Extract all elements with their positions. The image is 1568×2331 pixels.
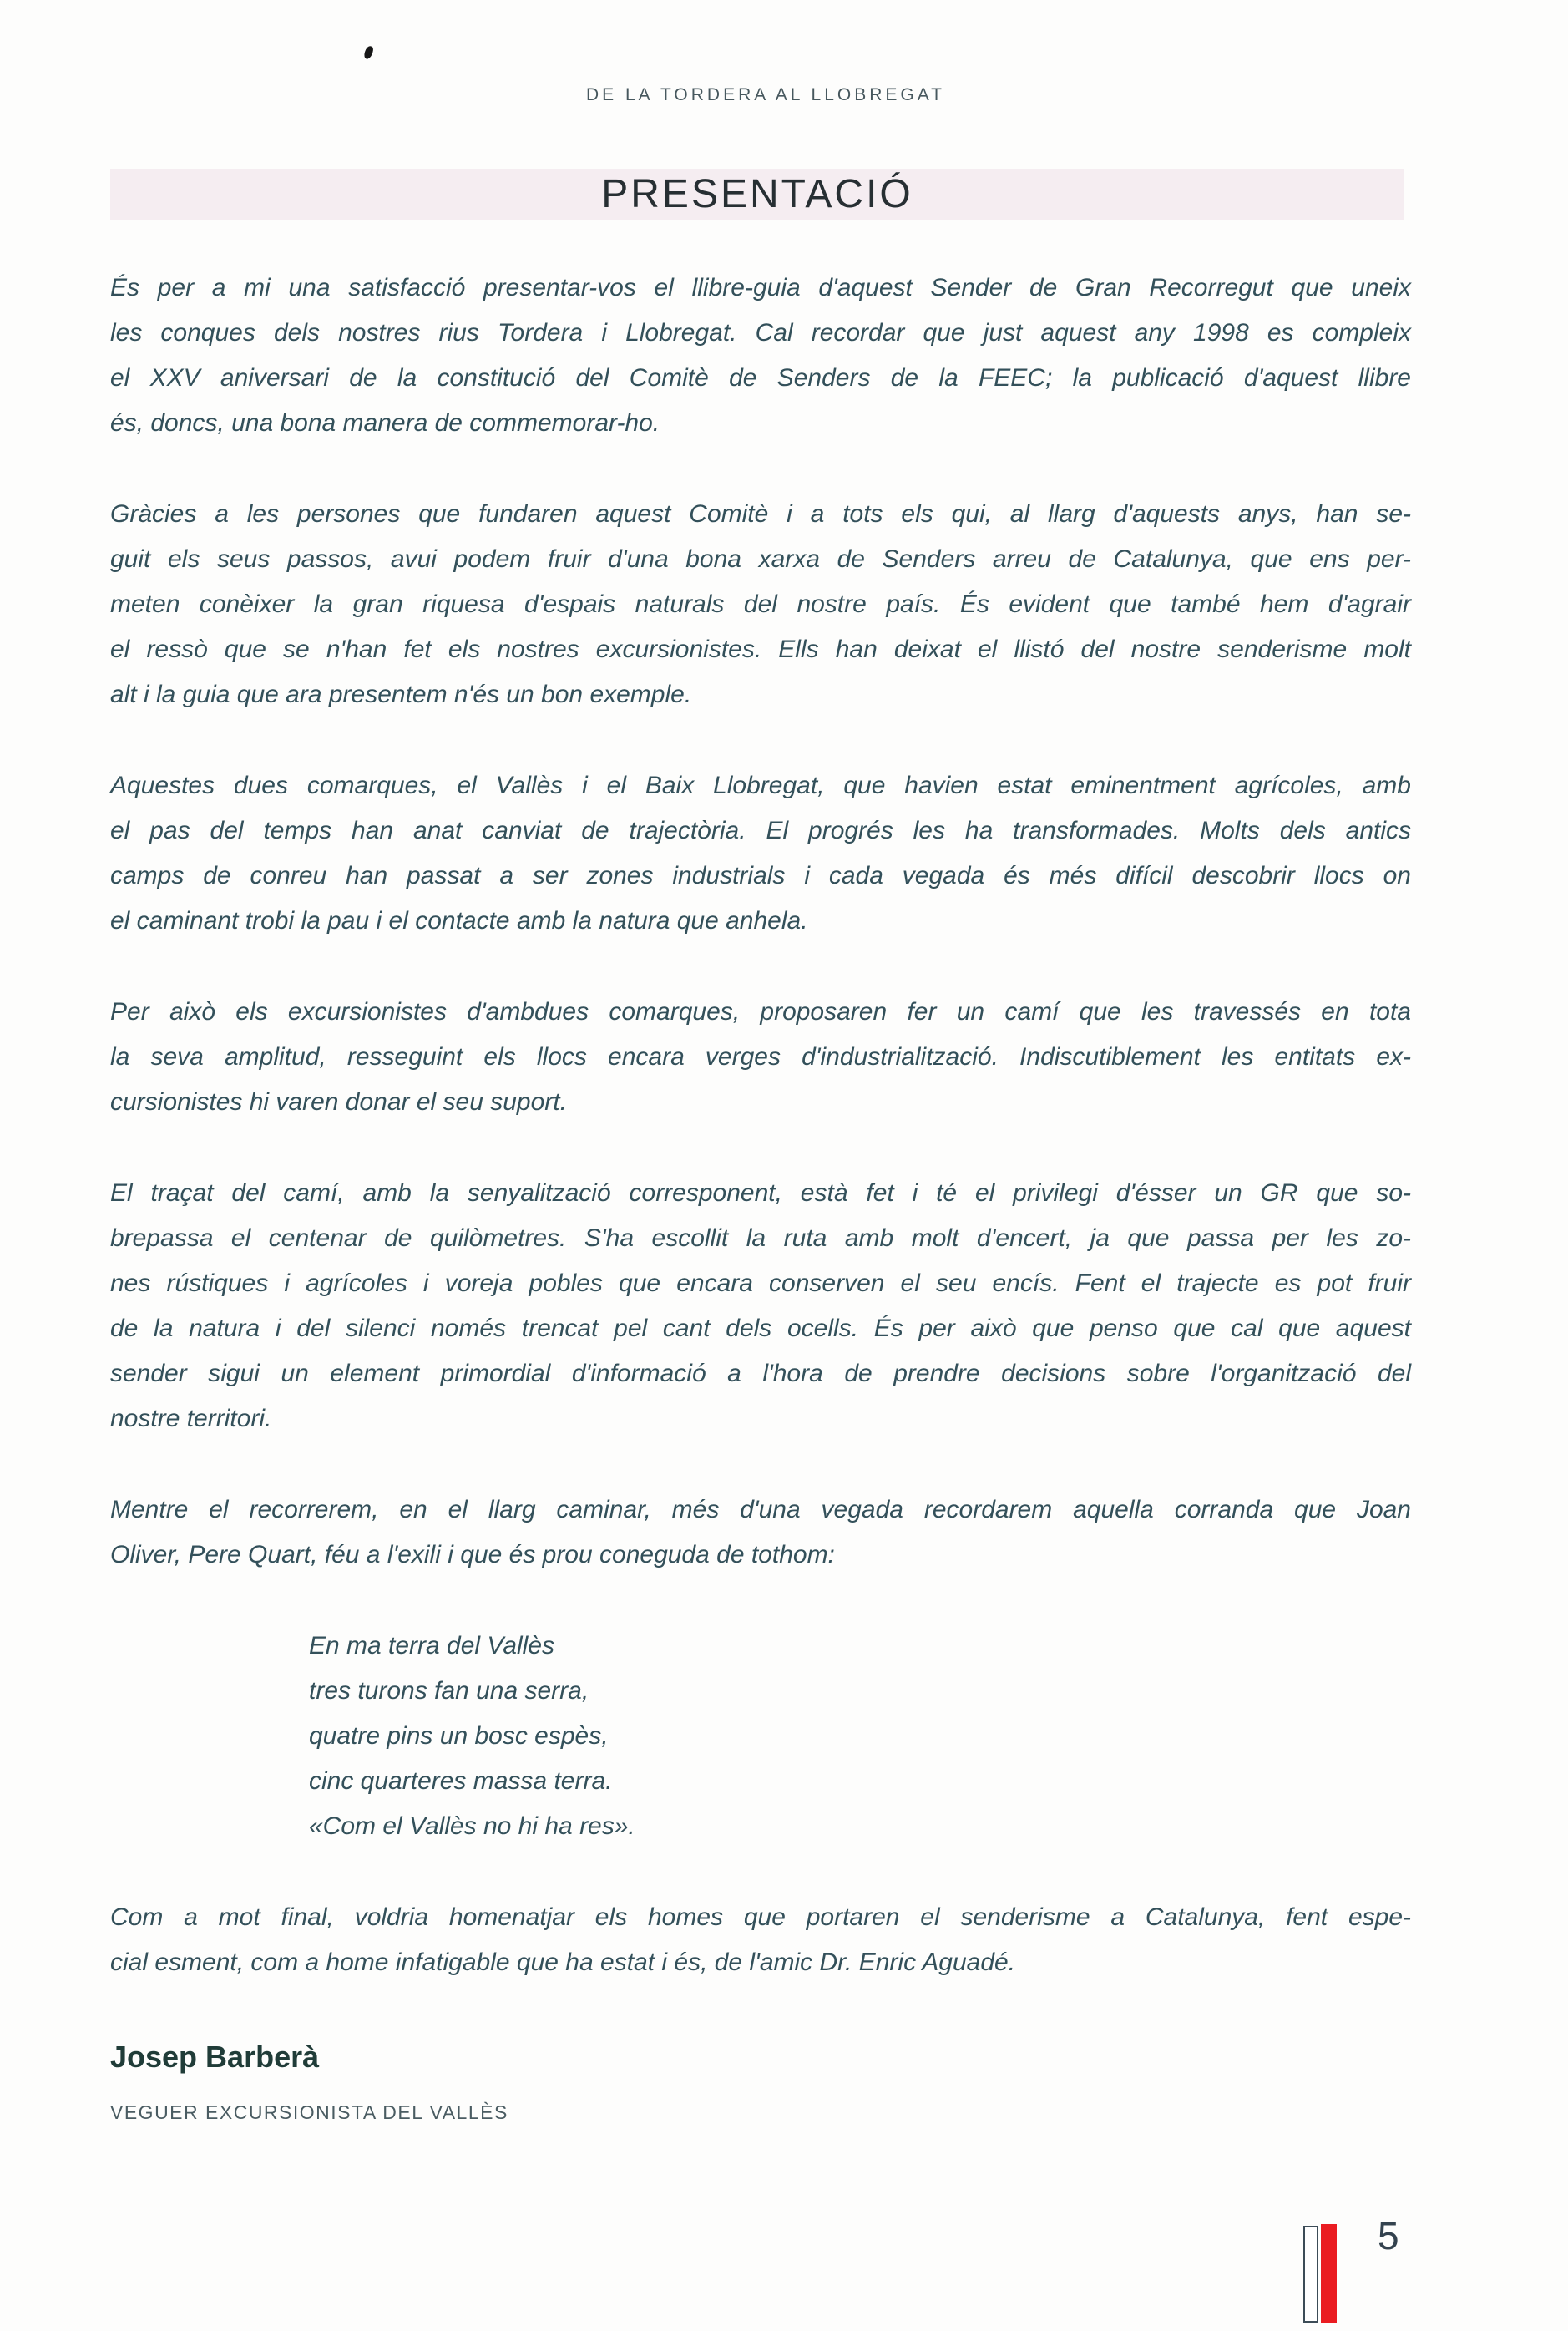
poem-line: cinc quarteres massa terra. — [309, 1767, 613, 1795]
running-header: DE LA TORDERA AL LLOBREGAT — [585, 85, 946, 104]
paragraph — [110, 1487, 1411, 1578]
paragraph-group — [110, 266, 1411, 1578]
text-line: alt i la guia que ara presentem n'és un bon exemple. — [110, 681, 692, 708]
poem-line: «Com el Vallès no hi ha res». — [309, 1812, 635, 1840]
text-line: el XXV aniversari de la constitució del Comitè de Senders de la FEEC; la publicació d'aquest llibre — [110, 364, 1411, 392]
text-line: Com a mot final, voldria homenatjar els homes que portaren el senderisme a Catalunya, fent espe- — [110, 1903, 1411, 1931]
text-line: és, doncs, una bona manera de commemorar-ho. — [110, 409, 660, 437]
footer-tab-red — [1321, 2224, 1337, 2323]
text-line: la seva amplitud, resseguint els llocs encara verges d'industrialització. Indiscutiblement les entitats ex- — [110, 1043, 1411, 1071]
text-line: Mentre el recorrerem, en el llarg caminar, més d'una vegada recordarem aquella corranda que Joan — [110, 1496, 1411, 1523]
text-line: el ressò que se n'han fet els nostres excursionistes. Ells han deixat el llistó del nostre senderisme molt — [110, 636, 1411, 663]
paragraph — [110, 990, 1411, 1125]
text-line: Gràcies a les persones que fundaren aquest Comitè i a tots els qui, al llarg d'aquests anys, han se- — [110, 500, 1411, 528]
paragraph — [110, 1895, 1411, 1985]
section-title-bar — [110, 169, 1404, 220]
poem — [309, 1624, 1411, 1849]
poem-line: quatre pins un bosc espès, — [309, 1722, 609, 1750]
text-line: nes rústiques i agrícoles i voreja pobles que encara conserven el seu encís. Fent el trajecte es pot fruir — [110, 1269, 1411, 1297]
text-line: brepassa el centenar de quilòmetres. S'ha escollit la ruta amb molt d'encert, ja que passa per les zo- — [110, 1224, 1411, 1252]
text-line: cial esment, com a home infatigable que ha estat i és, de l'amic Dr. Enric Aguadé. — [110, 1948, 1016, 1976]
paragraph — [110, 492, 1411, 717]
scan-speck — [363, 45, 375, 60]
text-line: Per això els excursionistes d'ambdues comarques, proposaren fer un camí que les travessés en tota — [110, 998, 1411, 1026]
footer-tab-white — [1303, 2226, 1318, 2323]
text-line: guit els seus passos, avui podem fruir d'una bona xarxa de Senders arreu de Catalunya, que ens per- — [110, 545, 1411, 573]
text-line: sender sigui un element primordial d'informació a l'hora de prendre decisions sobre l'organització del — [110, 1360, 1411, 1387]
page-number: 5 — [1378, 2214, 1399, 2258]
text-line: de la natura i del silenci només trencat pel cant dels ocells. És per això que penso que cal que aquest — [110, 1315, 1411, 1342]
text-line: El traçat del camí, amb la senyalització corresponent, està fet i té el privilegi d'ésser un GR que so- — [110, 1179, 1411, 1207]
paragraph — [110, 266, 1411, 446]
text-line: cursionistes hi varen donar el seu suport. — [110, 1088, 567, 1116]
section-title: PRESENTACIÓ — [601, 172, 913, 216]
signature-name: Josep Barberà — [110, 2040, 320, 2074]
text-line: Aquestes dues comarques, el Vallès i el Baix Llobregat, que havien estat eminentment agrícoles, amb — [110, 772, 1411, 799]
poem-line: En ma terra del Vallès — [309, 1632, 555, 1660]
signature-role: VEGUER EXCURSIONISTA DEL VALLÈS — [110, 2101, 508, 2123]
paragraph — [110, 763, 1411, 944]
text-line: Oliver, Pere Quart, féu a l'exili i que és prou coneguda de tothom: — [110, 1541, 835, 1568]
closing-paragraph-group — [110, 1895, 1411, 1985]
text-line: nostre territori. — [110, 1405, 272, 1432]
body-text — [110, 266, 1411, 2124]
paragraph — [110, 1171, 1411, 1442]
poem-line: tres turons fan una serra, — [309, 1677, 589, 1705]
text-line: camps de conreu han passat a ser zones industrials i cada vegada és més difícil descobrir llocs on — [110, 862, 1411, 889]
text-line: És per a mi una satisfacció presentar-vos el llibre-guia d'aquest Sender de Gran Recorregut que uneix — [110, 274, 1411, 302]
text-line: el pas del temps han anat canviat de trajectòria. El progrés les ha transformades. Molts dels antics — [110, 817, 1411, 844]
text-line: meten conèixer la gran riquesa d'espais naturals del nostre país. És evident que també hem d'agrair — [110, 590, 1411, 618]
text-line: les conques dels nostres rius Tordera i Llobregat. Cal recordar que just aquest any 1998 es compleix — [110, 319, 1411, 347]
signature-block — [110, 2039, 1411, 2124]
text-line: el caminant trobi la pau i el contacte amb la natura que anhela. — [110, 907, 808, 935]
